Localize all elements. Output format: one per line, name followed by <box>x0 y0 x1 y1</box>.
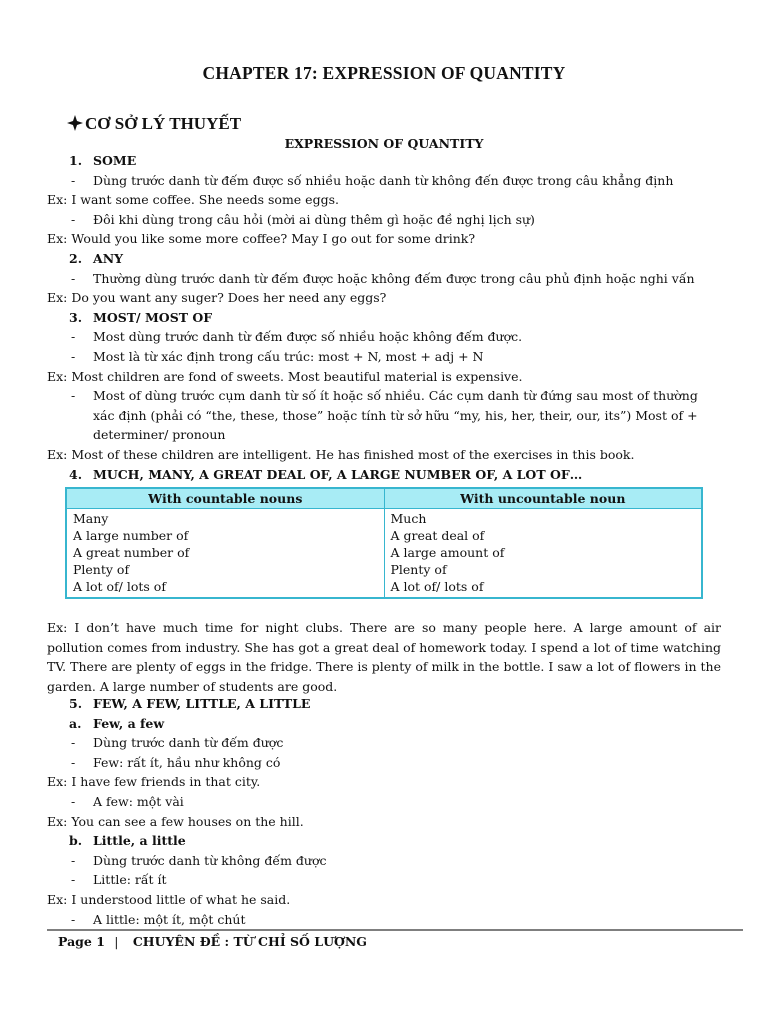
section-heading <box>67 114 241 134</box>
bullet-line <box>0 210 768 229</box>
dash-bullet: - <box>71 270 76 286</box>
item-number: a. <box>69 715 82 731</box>
footer-separator: | <box>114 934 119 949</box>
item-number: 1. <box>69 153 83 168</box>
list-item: A large amount of <box>390 545 505 560</box>
example-line <box>0 772 768 791</box>
example-line <box>0 812 768 831</box>
subheading: EXPRESSION OF QUANTITY <box>284 136 484 151</box>
example-text: Ex: I have few friends in that city. <box>47 774 261 790</box>
bullet-line <box>0 870 768 889</box>
page-number: Page 1 <box>58 934 105 949</box>
bullet-text: xác định (phải có “the, these, those” hoặc tính từ sở hữu “my, his, her, their, our, its”) Most of + <box>93 407 698 423</box>
bullet-text: Dùng trước danh từ không đếm được <box>93 852 327 868</box>
footer-topic: CHUYÊN ĐỀ : TỪ CHỈ SỐ LƯỢNG <box>132 934 367 949</box>
page-title: CHAPTER 17: EXPRESSION OF QUANTITY <box>202 63 566 83</box>
diamond-bullet-icon <box>67 114 85 134</box>
example-text: Ex: Most of these children are intelligent. He has finished most of the exercises in this book. <box>47 447 635 462</box>
bullet-line <box>0 327 768 346</box>
example-line <box>0 190 768 209</box>
bullet-continuation <box>0 406 768 425</box>
numbered-heading <box>0 831 768 850</box>
item-title: SOME <box>93 153 137 168</box>
item-number: 4. <box>69 466 83 482</box>
example-text: Ex: Most children are fond of sweets. Most beautiful material is expensive. <box>47 368 523 384</box>
dash-bullet: - <box>71 388 76 404</box>
bullet-text: determiner/ pronoun <box>93 427 226 443</box>
numbered-heading <box>0 151 768 170</box>
bullet-text: Most dùng trước danh từ đếm được số nhiều hoặc không đếm được. <box>93 329 523 345</box>
item-number: 3. <box>69 309 83 325</box>
bullet-line <box>0 347 768 366</box>
example-text: Ex: I understood little of what he said. <box>47 892 291 907</box>
table-header-countable: With countable nouns <box>66 488 384 509</box>
bullet-text: Thường dùng trước danh từ đếm được hoặc không đếm được trong câu phủ định hoặc nghi vấn <box>93 270 695 286</box>
bullet-line <box>0 910 768 929</box>
example-line <box>0 445 768 464</box>
list-item: Plenty of <box>73 562 130 577</box>
list-item: Much <box>390 511 427 526</box>
dash-bullet: - <box>71 794 76 809</box>
bullet-text: Most là từ xác định trong cấu trúc: most + N, most + adj + N <box>93 349 484 364</box>
list-item: A large number of <box>73 528 189 543</box>
numbered-heading <box>0 714 768 733</box>
list-item: Many <box>73 511 109 526</box>
item-title: Few, a few <box>93 715 165 731</box>
item-title: Little, a little <box>93 833 186 849</box>
dash-bullet: - <box>71 329 76 345</box>
uncountable-cell <box>384 509 702 599</box>
quantity-table <box>65 487 703 599</box>
bullet-text: A few: một vài <box>93 794 184 809</box>
footer-divider <box>47 929 743 931</box>
bullet-text: Little: rất ít <box>93 872 167 888</box>
dash-bullet: - <box>71 852 76 868</box>
dash-bullet: - <box>71 211 76 227</box>
bullet-text: Most of dùng trước cụm danh từ số ít hoặc số nhiều. Các cụm danh từ đứng sau most of thường <box>93 388 698 404</box>
bullet-text: Dùng trước danh từ đếm được <box>93 735 284 751</box>
section-label: CƠ SỞ LÝ THUYẾT <box>85 114 242 133</box>
example-line <box>0 890 768 909</box>
item-title: MOST/ MOST OF <box>93 309 213 325</box>
bullet-text: Few: rất ít, hầu như không có <box>93 754 281 770</box>
list-item: A lot of/ lots of <box>390 579 484 594</box>
item-number: b. <box>69 833 83 849</box>
bullet-line <box>0 753 768 772</box>
dash-bullet: - <box>71 172 76 188</box>
dash-bullet: - <box>71 349 76 364</box>
bullet-line <box>0 851 768 870</box>
dash-bullet: - <box>71 872 76 888</box>
example-paragraph: Ex: I don’t have much time for night clubs. There are so many people here. A large amount of air pollution comes from industry. She has got a great deal of homework today. I spend a lot of time watching TV. There are plenty of eggs in the fridge. There is plenty of milk in the bottle. I saw a lot of flowers in the garden. A large number of students are good. <box>47 620 721 694</box>
example-line <box>0 288 768 307</box>
page-footer <box>58 934 367 949</box>
example-line <box>0 229 768 248</box>
bullet-text: A little: một ít, một chút <box>93 911 246 927</box>
numbered-heading <box>0 694 768 713</box>
bullet-line <box>0 269 768 288</box>
item-title: MUCH, MANY, A GREAT DEAL OF, A LARGE NUMBER OF, A LOT OF… <box>93 466 583 482</box>
numbered-heading <box>0 308 768 327</box>
list-item: Plenty of <box>390 562 447 577</box>
bullet-line <box>0 792 768 811</box>
countable-cell <box>66 509 384 599</box>
example-text: Ex: Would you like some more coffee? May I go out for some drink? <box>47 231 476 247</box>
item-number: 2. <box>69 251 83 266</box>
example-text: Ex: You can see a few houses on the hill. <box>47 813 304 829</box>
bullet-line <box>0 171 768 190</box>
bullet-text: Dùng trước danh từ đếm được số nhiều hoặc danh từ không đến được trong câu khẳng định <box>93 172 674 188</box>
list-item: A lot of/ lots of <box>73 579 166 594</box>
bullet-text: Đôi khi dùng trong câu hỏi (mời ai dùng thêm gì hoặc đề nghị lịch sự) <box>93 211 535 227</box>
table-header-uncountable: With uncountable noun <box>384 488 702 509</box>
example-text: Ex: I want some coffee. She needs some eggs. <box>47 192 339 208</box>
bullet-line <box>0 386 768 405</box>
dash-bullet: - <box>71 754 76 770</box>
example-text: Ex: Do you want any suger? Does her need any eggs? <box>47 290 387 306</box>
item-title: ANY <box>93 251 124 266</box>
numbered-heading <box>0 465 768 484</box>
example-line <box>0 367 768 386</box>
item-title: FEW, A FEW, LITTLE, A LITTLE <box>93 696 311 711</box>
bullet-line <box>0 733 768 752</box>
list-item: A great deal of <box>390 528 485 543</box>
numbered-heading <box>0 249 768 268</box>
dash-bullet: - <box>71 911 76 927</box>
bullet-continuation <box>0 425 768 444</box>
list-item: A great number of <box>73 545 190 560</box>
item-number: 5. <box>69 696 83 711</box>
dash-bullet: - <box>71 735 76 751</box>
